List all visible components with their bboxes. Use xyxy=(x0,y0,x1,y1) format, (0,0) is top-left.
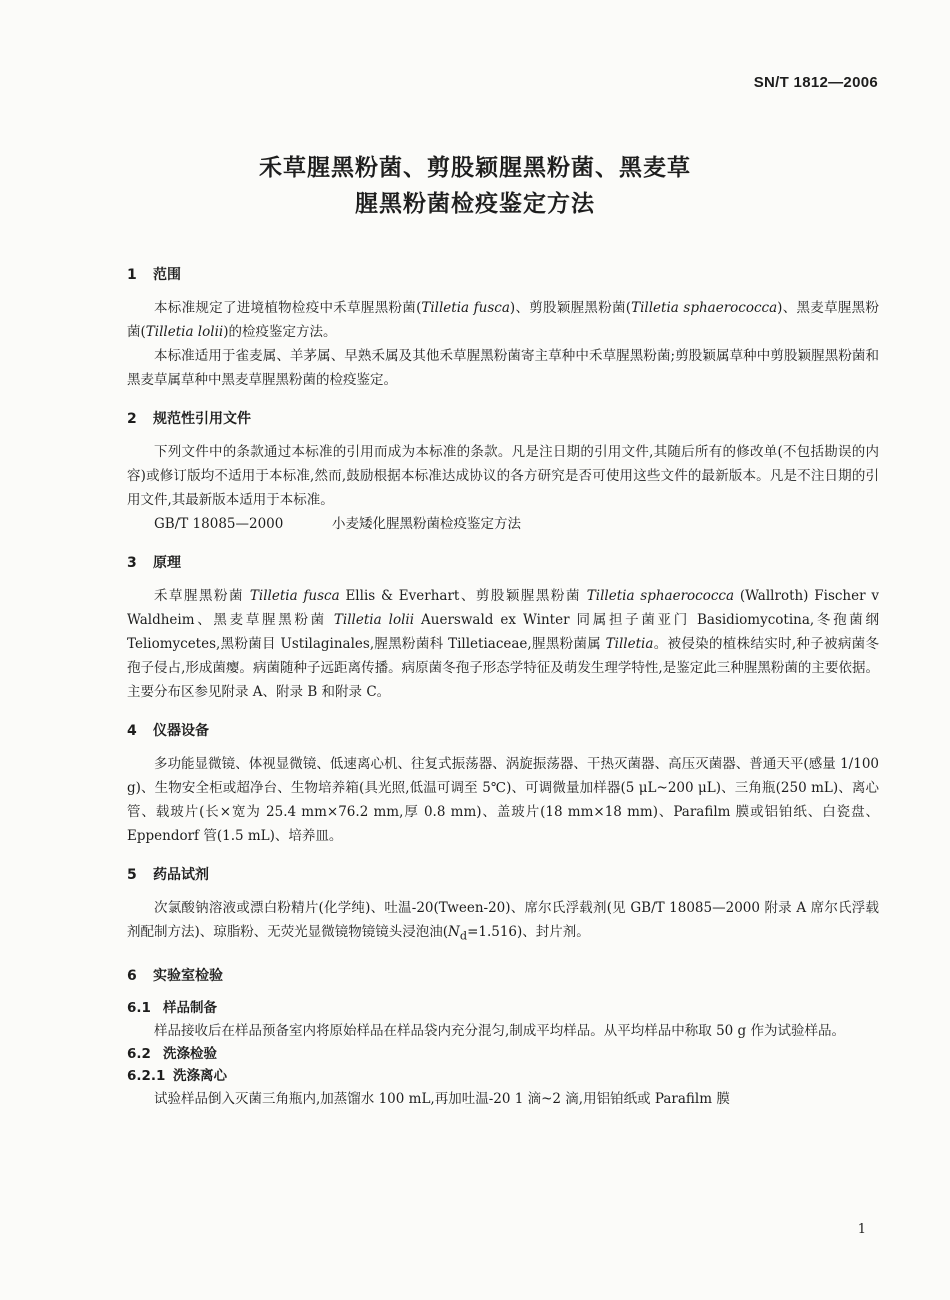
title-line-1: 禾草腥黑粉菌、剪股颖腥黑粉菌、黑麦草 xyxy=(259,155,691,181)
subsection-number: 6.2 xyxy=(127,1045,151,1062)
reference-code: GB/T 18085—2000 xyxy=(154,516,284,532)
section-title: 实验室检验 xyxy=(153,967,223,984)
section-4-paragraph-1: 多功能显微镜、体视显微镜、低速离心机、往复式振荡器、涡旋振荡器、干热灭菌器、高压灭菌器、普通天平(感量 1/100 g)、生物安全柜或超净台、生物培养箱(具光照,低温可调至 5℃)、可调微量加样器(5 μL~200 μL)、三角瓶(250 mL)、离心管、载玻片(长×宽为 25.4 mm×76.2 mm,厚 0.8 mm)、盖玻片(18 mm×18 mm)、Parafilm 膜或铝铂纸、白瓷盘、Eppendorf 管(1.5 mL)、培养皿。 xyxy=(127,756,879,844)
normative-reference xyxy=(127,512,879,536)
section-1-heading xyxy=(127,264,879,286)
section-2-paragraph-1: 下列文件中的条款通过本标准的引用而成为本标准的条款。凡是注日期的引用文件,其随后所有的修改单(不包括勘误的内容)或修订版均不适用于本标准,然而,鼓励根据本标准达成协议的各方研究是否可使用这些文件的最新版本。凡是不注日期的引用文件,其最新版本适用于本标准。 xyxy=(127,444,879,508)
document-title xyxy=(0,150,950,222)
section-2-heading xyxy=(127,408,879,430)
section-5-heading xyxy=(127,864,879,886)
subsection-title: 样品制备 xyxy=(163,999,217,1016)
section-number: 3 xyxy=(127,555,137,571)
section-4-heading xyxy=(127,720,879,742)
page-number: 1 xyxy=(857,1222,866,1237)
section-number: 1 xyxy=(127,267,137,283)
section-title: 药品试剂 xyxy=(153,867,209,883)
document-body xyxy=(127,264,879,1111)
reference-title: 小麦矮化腥黑粉菌检疫鉴定方法 xyxy=(332,516,521,532)
section-3-heading xyxy=(127,552,879,574)
section-6-heading xyxy=(127,965,879,987)
subsection-6-1-paragraph: 样品接收后在样品预备室内将原始样品在样品袋内充分混匀,制成平均样品。从平均样品中称取 50 g 作为试验样品。 xyxy=(154,1022,845,1039)
section-5-paragraph-1: 次氯酸钠溶液或漂白粉精片(化学纯)、吐温-20(Tween-20)、席尔氏浮载剂(见 GB/T 18085—2000 附录 A 席尔氏浮载剂配制方法)、琼脂粉、无荧光显微镜物镜镜头浸泡油$(N_d=1.516)$、封片剂。 xyxy=(127,900,879,943)
subsection-title: 洗涤离心 xyxy=(173,1067,227,1084)
standard-code: SN/T 1812—2006 xyxy=(753,74,878,91)
section-3-paragraph-1: 禾草腥黑粉菌 Tilletia fusca Ellis & Everhart、剪股颖腥黑粉菌 Tilletia sphaerococca (Wallroth) Fischer v Waldheim、黑麦草腥黑粉菌 Tilletia lolii Auerswald ex Winter 同属担子菌亚门 Basidiomycotina,冬孢菌纲 Teliomycetes,黑粉菌目 Ustilaginales,腥黑粉菌科 Tilletiaceae,腥黑粉菌属 Tilletia。被侵染的植株结实时,种子被病菌冬孢子侵占,形成菌瘿。病菌随种子远距离传播。病原菌冬孢子形态学特征及萌发生理学特性,是鉴定此三种腥黑粉菌的主要依据。主要分布区参见附录 A、附录 B 和附录 C。 xyxy=(127,588,879,700)
section-title: 仪器设备 xyxy=(153,723,209,739)
title-line-2: 腥黑粉菌检疫鉴定方法 xyxy=(355,191,595,217)
section-title: 规范性引用文件 xyxy=(153,411,251,427)
section-number: 2 xyxy=(127,411,137,427)
section-1-paragraph-2: 本标准适用于雀麦属、羊茅属、早熟禾属及其他禾草腥黑粉菌寄主草种中禾草腥黑粉菌;剪股颖属草种中剪股颖腥黑粉菌和黑麦草属草种中黑麦草腥黑粉菌的检疫鉴定。 xyxy=(127,348,879,388)
subsection-number: 6.2.1 xyxy=(127,1067,166,1084)
section-1-paragraph-1: 本标准规定了进境植物检疫中禾草腥黑粉菌(Tilletia fusca)、剪股颖腥黑粉菌(Tilletia sphaerococca)、黑麦草腥黑粉菌(Tilletia lolii)的检疫鉴定方法。 xyxy=(127,300,879,340)
subsection-title: 洗涤检验 xyxy=(163,1045,217,1062)
section-number: 4 xyxy=(127,723,137,739)
section-number: 5 xyxy=(127,867,137,883)
section-title: 范围 xyxy=(153,267,181,283)
subsection-6-2-heading xyxy=(127,1043,879,1065)
subsection-6-2-1-heading xyxy=(127,1065,879,1087)
subsection-6-2-1-paragraph: 试验样品倒入灭菌三角瓶内,加蒸馏水 100 mL,再加吐温-20 1 滴~2 滴,用铝铂纸或 Parafilm 膜 xyxy=(154,1090,730,1107)
subsection-6-1-heading xyxy=(127,997,879,1019)
subsection-number: 6.1 xyxy=(127,999,151,1016)
section-number: 6 xyxy=(127,967,137,984)
section-title: 原理 xyxy=(153,555,181,571)
